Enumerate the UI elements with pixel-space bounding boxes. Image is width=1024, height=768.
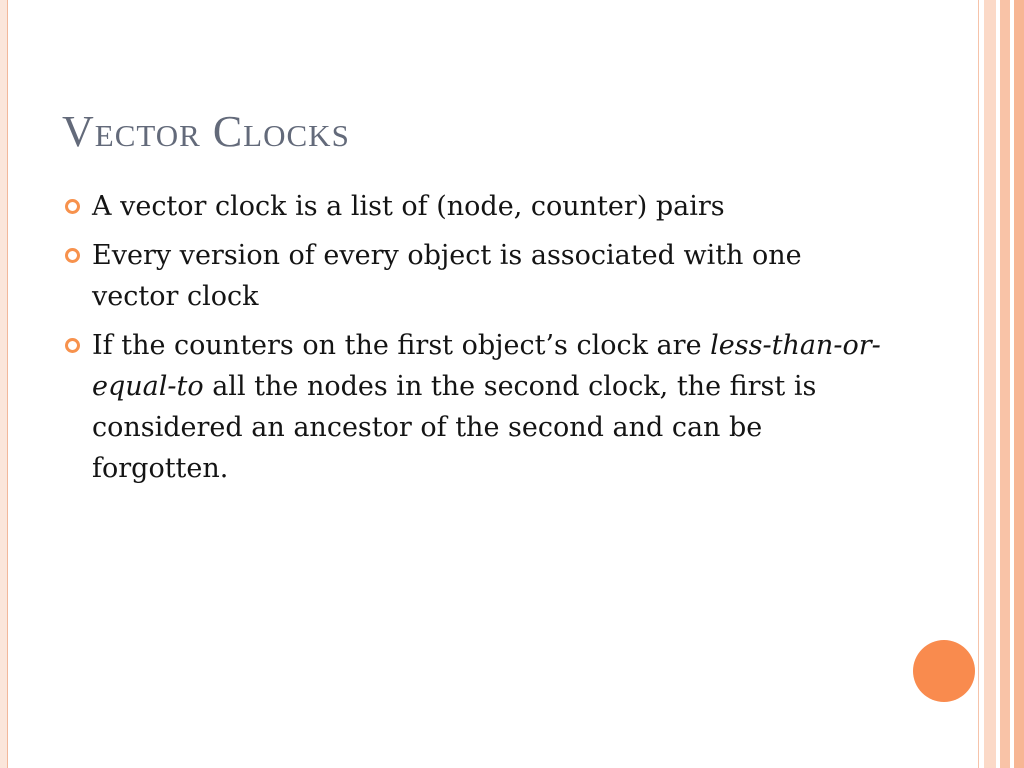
bullet-list bbox=[62, 186, 882, 497]
slide-title: Vector Clocks bbox=[62, 107, 350, 156]
bullet-circle-icon bbox=[65, 338, 80, 353]
bullet-item bbox=[62, 186, 882, 227]
left-border-decoration bbox=[0, 0, 8, 768]
accent-circle-decoration bbox=[913, 640, 975, 702]
bullet-item bbox=[62, 325, 882, 489]
bullet-circle-icon bbox=[65, 199, 80, 214]
stripe bbox=[1000, 0, 1010, 768]
bullet-item bbox=[62, 235, 882, 317]
stripe bbox=[1014, 0, 1024, 768]
bullet-text-end: all the nodes in the second clock, the first is considered an ancestor of the second and can be forgotten. bbox=[92, 371, 817, 484]
stripe bbox=[984, 0, 996, 768]
bullet-text: A vector clock is a list of (node, counter) pairs bbox=[92, 191, 725, 222]
bullet-text-italic: less-than-or-equal-to bbox=[92, 330, 881, 402]
right-stripe-decoration bbox=[978, 0, 1024, 768]
bullet-text-start: If the counters on the first object’s clock are bbox=[92, 330, 711, 361]
bullet-circle-icon bbox=[65, 248, 80, 263]
bullet-text: Every version of every object is associated with one vector clock bbox=[92, 240, 802, 312]
